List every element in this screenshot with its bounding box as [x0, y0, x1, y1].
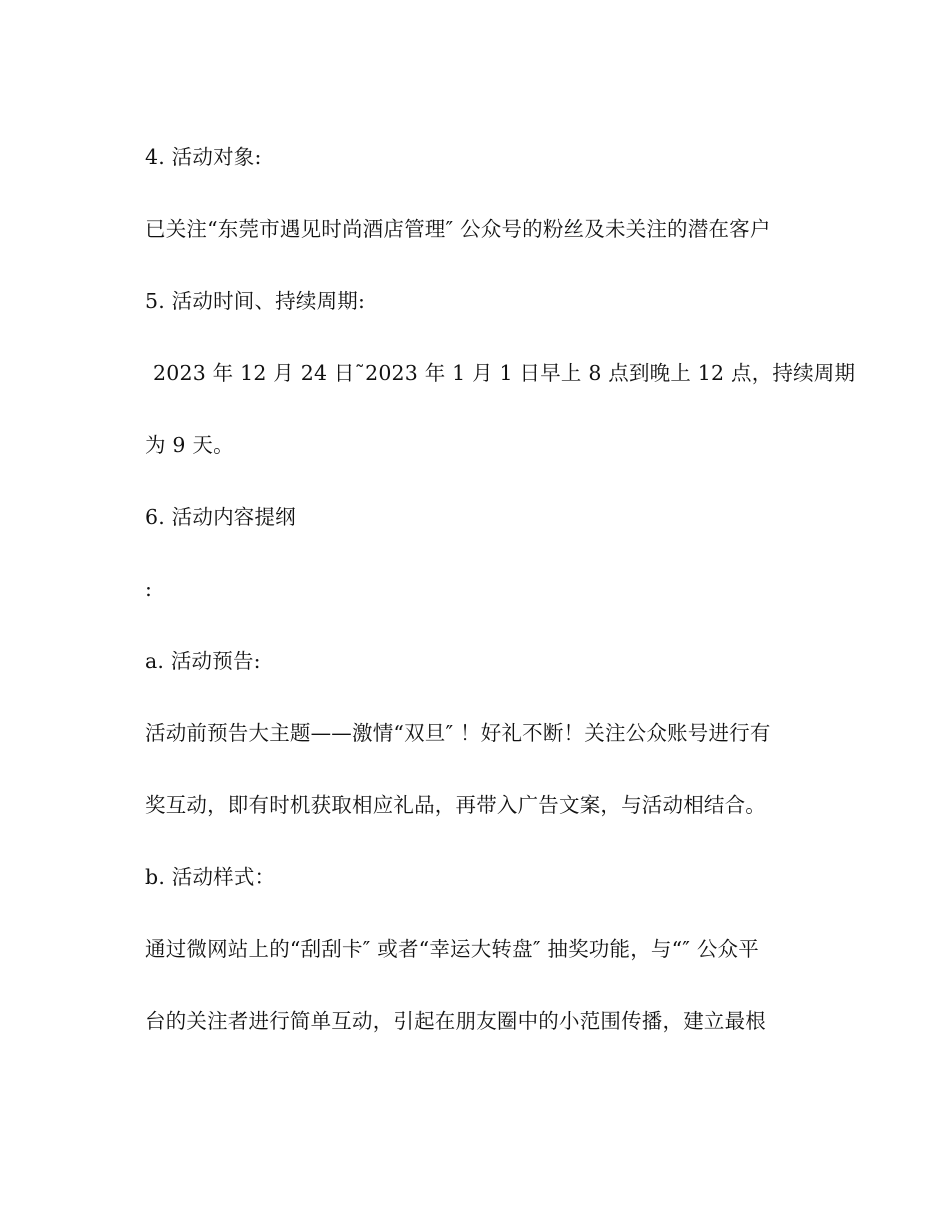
- paragraph-line: 已关注“东莞市遇见时尚酒店管理″ 公众号的粉丝及未关注的潜在客户: [145, 217, 771, 241]
- section-heading-outline: 6. 活动内容提纲: [145, 505, 296, 529]
- subsection-heading-preview: a. 活动预告:: [145, 649, 261, 673]
- paragraph-line: 通过微网站上的“刮刮卡″ 或者“幸运大转盘″ 抽奖功能，与“″ 公众平: [145, 937, 759, 961]
- paragraph-line: 为 9 天。: [145, 433, 234, 457]
- section-heading-audience: 4. 活动对象:: [145, 145, 262, 169]
- section-heading-time: 5. 活动时间、持续周期:: [145, 289, 366, 313]
- paragraph-line: 奖互动，即有时机获取相应礼品，再带入广告文案，与活动相结合。: [145, 793, 766, 817]
- subsection-heading-style: b. 活动样式：: [145, 865, 276, 889]
- paragraph-line: 2023 年 12 月 24 日˜2023 年 1 月 1 日早上 8 点到晚上 12 点，持续周期: [153, 361, 856, 385]
- paragraph-line: 台的关注者进行简单互动，引起在朋友圈中的小范围传播，建立最根: [145, 1009, 766, 1033]
- paragraph-line: 活动前预告大主题——激情“双旦″ ！好礼不断！关注公众账号进行有: [145, 721, 771, 745]
- paragraph-line: :: [145, 577, 153, 601]
